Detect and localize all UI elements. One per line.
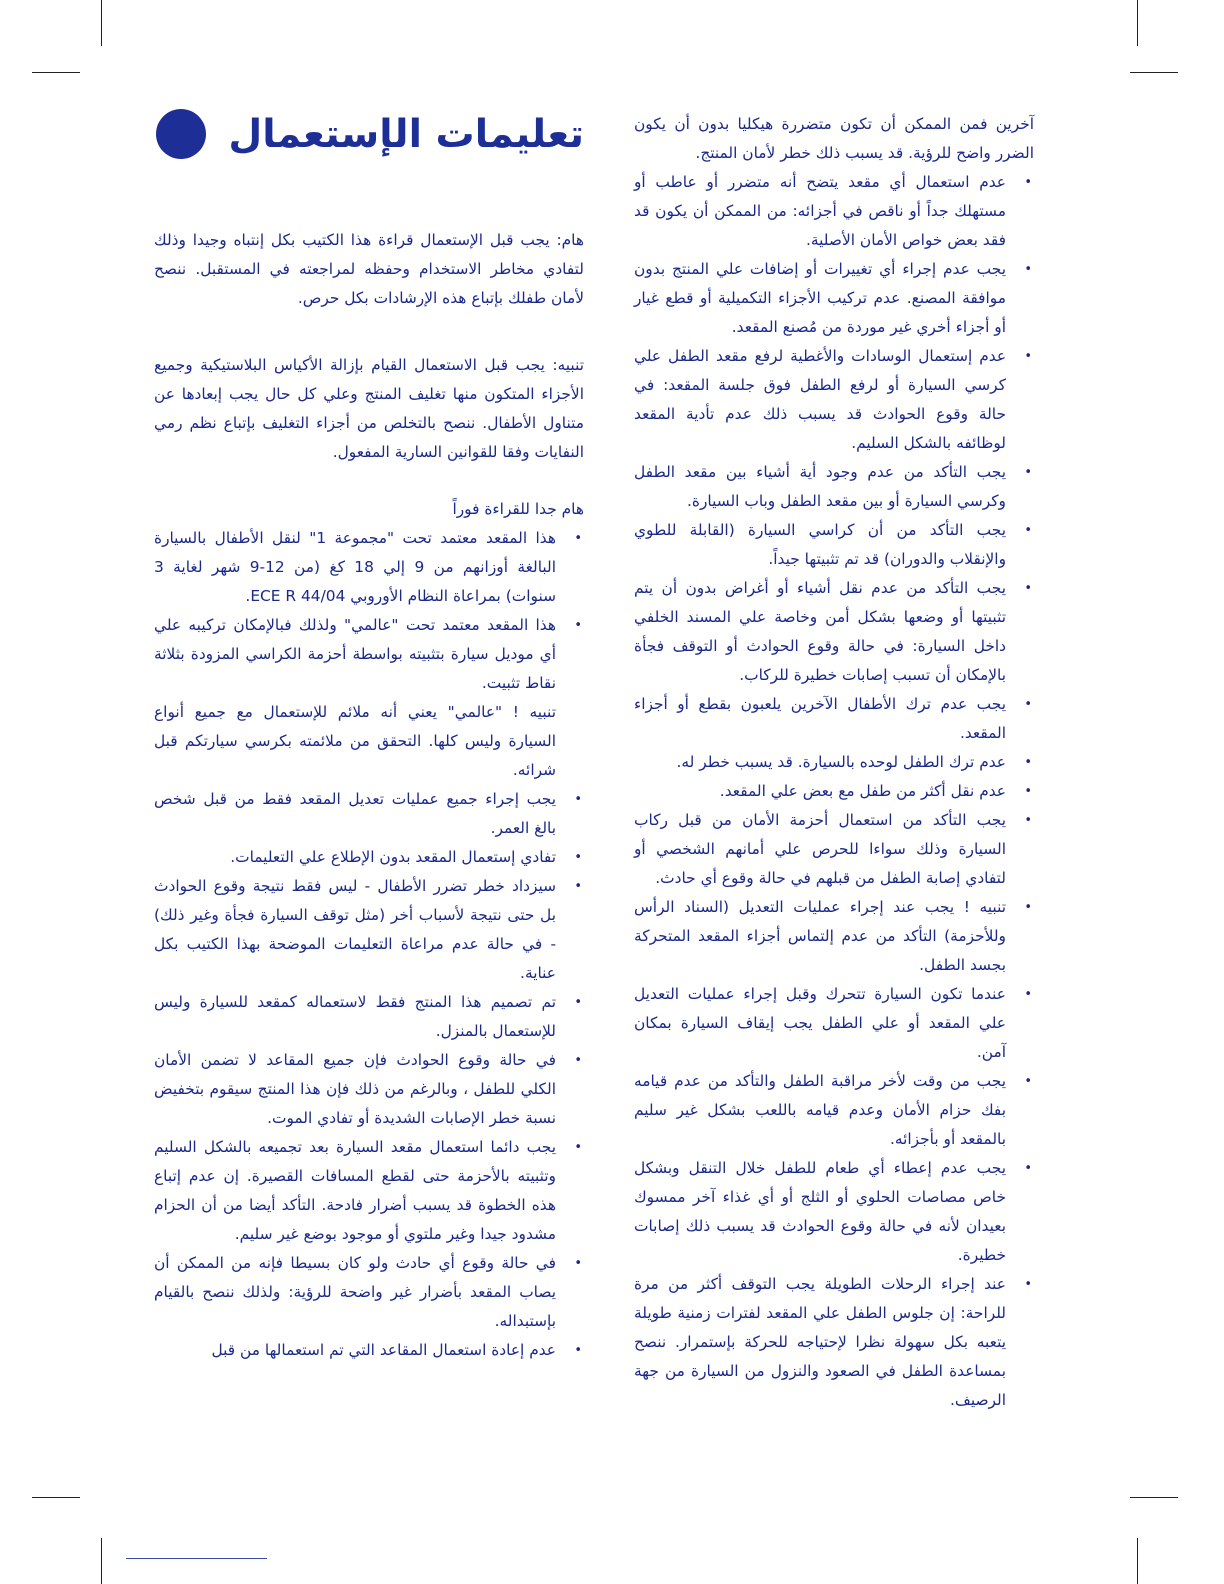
title-row: [154, 104, 584, 164]
list-item: • يجب عدم ترك الأطفال الآخرين يلعبون بقطع أو أجزاء المقعد.: [634, 690, 1034, 748]
crop-mark: [101, 1538, 102, 1584]
list-item: • هذا المقعد معتمد تحت "مجموعة 1" لنقل الأطفال بالسيارة البالغة أوزانهم من 9 إلي 18 كغ (من 12-9 شهر لغاية 3 سنوات) بمراعاة النظام الأوروبي ECE R 44/04.: [154, 524, 584, 611]
list-item: • يجب عدم إجراء أي تغييرات أو إضافات علي المنتج بدون موافقة المصنع. عدم تركيب الأجزاء التكميلية أو قطع غيار أو أجزاء أخري غير موردة من مُصنع المقعد.: [634, 255, 1034, 342]
list-item: • يجب التأكد من عدم وجود أية أشياء بين مقعد الطفل وكرسي السيارة أو بين مقعد الطفل وباب السيارة.: [634, 458, 1034, 516]
list-item: • تم تصميم هذا المنتج فقط لاستعماله كمقعد للسيارة وليس للإستعمال بالمنزل.: [154, 988, 584, 1046]
left-column: [154, 104, 584, 1365]
list-item: • في حالة وقوع الحوادث فإن جميع المقاعد لا تضمن الأمان الكلي للطفل ، وبالرغم من ذلك فإن هذا المنتج سيقوم بتخفيض نسبة خطر الإصابات الشديدة أو تفادي الموت.: [154, 1046, 584, 1133]
list-item: • سيزداد خطر تضرر الأطفال - ليس فقط نتيجة وقوع الحوادث بل حتى نتيجة لأسباب أخر (مثل توقف السيارة فجأة وغير ذلك) - في حالة عدم مراعاة التعليمات الموضحة بهذا الكتيب بكل عناية.: [154, 872, 584, 988]
list-item: • يجب عدم إعطاء أي طعام للطفل خلال التنقل وبشكل خاص مصاصات الحلوي أو الثلج أو أي غذاء آخر ممسوك بعيدان لأنه في حالة وقوع الحوادث قد يسبب ذلك إصابات خطيرة.: [634, 1154, 1034, 1270]
list-item: • يجب إجراء جميع عمليات تعديل المقعد فقط من قبل شخص بالغ العمر.: [154, 785, 584, 843]
list-item: • تنبيه ! يجب عند إجراء عمليات التعديل (السناد الرأس وللأحزمة) التأكد من عدم إلتماس أجزاء المقعد المتحركة بجسد الطفل.: [634, 893, 1034, 980]
bottom-rule: [126, 1558, 267, 1559]
list-item: • يجب من وقت لأخر مراقبة الطفل والتأكد من عدم قيامه بفك حزام الأمان وعدم قيامه باللعب بشكل غير سليم بالمقعد أو بأجزائه.: [634, 1067, 1034, 1154]
crop-mark: [1137, 1538, 1138, 1584]
crop-mark: [32, 72, 80, 73]
list-item: • عدم إعادة استعمال المقاعد التي تم استعمالها من قبل: [154, 1336, 584, 1365]
list-item: • عند إجراء الرحلات الطويلة يجب التوقف أكثر من مرة للراحة: إن جلوس الطفل علي المقعد لفترات زمنية طويلة يتعبه بكل سهولة نظرا لإحتياجه للحركة بإستمرار. ننصح بمساعدة الطفل في الصعود والنزول من السيارة من جهة الرصيف.: [634, 1270, 1034, 1415]
crop-mark: [101, 0, 102, 46]
page-title: تعليمات الإستعمال: [228, 111, 584, 157]
list-item: تنبيه ! "عالمي" يعني أنه ملائم للإستعمال مع جميع أنواع السيارة وليس كلها. التحقق من ملائمته بكرسي سيارتكم قبل شرائه.: [154, 703, 556, 779]
crop-mark: [1137, 0, 1138, 46]
right-column: [634, 110, 1034, 1415]
right-bullet-list: [634, 168, 1034, 1415]
list-item: • عدم استعمال أي مقعد يتضح أنه متضرر أو عاطب أو مستهلك جداً أو ناقص في أجزائه: من الممكن أن يكون قد فقد بعض خواص الأمان الأصلية.: [634, 168, 1034, 255]
list-item: • يجب التأكد من استعمال أحزمة الأمان من قبل ركاب السيارة وذلك سواءا للحرص علي أمانهم الشخصي أو لتفادي إصابة الطفل من قبلهم في حالة وقوع أي حادث.: [634, 806, 1034, 893]
title-circle-icon: [156, 109, 206, 159]
list-item: • يجب دائما استعمال مقعد السيارة بعد تجميعه بالشكل السليم وتثبيته بالأحزمة حتى لقطع المسافات القصيرة. إن عدم إتباع هذه الخطوة قد يسبب أضرار فادحة. التأكد أيضا من أن الحزام مشدود جيدا وغير ملتوي أو موجود بوضع غير سليم.: [154, 1133, 584, 1249]
list-item: • في حالة وقوع أي حادث ولو كان بسيطا فإنه من الممكن أن يصاب المقعد بأضرار غير واضحة للرؤية: ولذلك ننصح بالقيام بإستبداله.: [154, 1249, 584, 1336]
list-item: • يجب التأكد من عدم نقل أشياء أو أغراض بدون أن يتم تثبيتها أو وضعها بشكل أمن وخاصة علي المسند الخلفي داخل السيارة: في حالة وقوع الحوادث أو التوقف فجأة بالإمكان أن تسبب إصابات خطيرة للركاب.: [634, 574, 1034, 690]
important-note: هام: يجب قبل الإستعمال قراءة هذا الكتيب بكل إنتباه وجيدا وذلك لتفادي مخاطر الاستخدام وحفظه لمراجعته في المستقبل. ننصح لأمان طفلك بإتباع هذه الإرشادات بكل حرص.: [154, 231, 584, 307]
list-item: • عندما تكون السيارة تتحرك وقبل إجراء عمليات التعديل علي المقعد أو علي الطفل يجب إيقاف السيارة بمكان آمن.: [634, 980, 1034, 1067]
read-now-heading: هام جدا للقراءة فوراً: [452, 500, 584, 518]
crop-mark: [1130, 72, 1178, 73]
left-bullet-list: [154, 524, 584, 1365]
continuation-text: آخرين فمن الممكن أن تكون متضررة هيكليا بدون أن يكون الضرر واضح للرؤية. قد يسبب ذلك خطر لأمان المنتج.: [634, 115, 1034, 162]
list-item: • هذا المقعد معتمد تحت "عالمي" ولذلك فبالإمكان تركيبه علي أي موديل سيارة بتثبيته بواسطة أحزمة الكراسي المزودة بثلاثة نقاط تثبيت.: [154, 611, 584, 698]
list-item: • عدم إستعمال الوسادات والأغطية لرفع مقعد الطفل علي كرسي السيارة أو لرفع الطفل فوق جلسة المقعد: في حالة وقوع الحوادث قد يسبب ذلك عدم تأدية المقعد لوظائفه بالشكل السليم.: [634, 342, 1034, 458]
crop-mark: [1130, 1497, 1178, 1498]
crop-mark: [32, 1497, 80, 1498]
list-item: • عدم ترك الطفل لوحده بالسيارة. قد يسبب خطر له.: [634, 748, 1034, 777]
warning-note: تنبيه: يجب قبل الاستعمال القيام بإزالة الأكياس البلاستيكية وجميع الأجزاء المتكون منها تغليف المنتج وعلي كل حال يجب إبعادها عن متناول الأطفال. ننصح بالتخلص من أجزاء التغليف بإتباع نظم رمي النفايات وفقا للقوانين السارية المفعول.: [154, 356, 584, 461]
list-item: • تفادي إستعمال المقعد بدون الإطلاع علي التعليمات.: [154, 843, 584, 872]
list-item: • عدم نقل أكثر من طفل مع بعض علي المقعد.: [634, 777, 1034, 806]
list-item: • يجب التأكد من أن كراسي السيارة (القابلة للطوي والإنقلاب والدوران) قد تم تثبيتها جيداً.: [634, 516, 1034, 574]
